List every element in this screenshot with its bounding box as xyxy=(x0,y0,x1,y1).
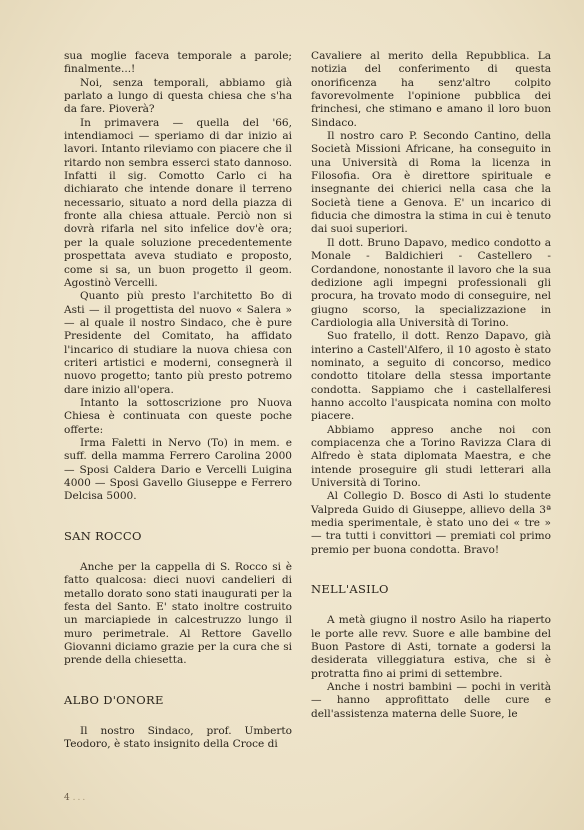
section-heading-albo-donore: ALBO D'ONORE xyxy=(64,692,164,707)
paragraph: A metà giugno il nostro Asilo ha riaperto le porte alle revv. Suore e alle bambine del Buon Pastore di Asti, tornate a godersi la desiderata villeggiatura estiva, che si è protratta fino ai primi di settembre. xyxy=(311,614,551,680)
paragraph: Il nostro caro P. Secondo Cantino, della Società Missioni Africane, ha conseguito in una Università di Roma la licenza in Filosofia. Ora è direttore spirituale e insegnante dei chierici nella casa che la Società tiene a Genova. E' un incarico di fiducia che dimostra la stima in cui è tenuto dai suoi superiori. xyxy=(311,130,551,236)
donation-list: Irma Faletti in Nervo (To) in mem. e suff. della mamma Ferrero Carolina 2000 — Sposi Caldera Dario e Vercelli Luigina 4000 — Sposi Gavello Giuseppe e Ferrero Delcisa 5000. xyxy=(64,436,292,503)
spacer xyxy=(311,596,551,614)
paragraph: Abbiamo appreso anche noi con compiacenza che a Torino Ravizza Clara di Alfredo è stata diplomata Maestra, e che intende proseguire gli studi letterari alla Università di Torino. xyxy=(311,423,551,489)
paragraph: Quanto più presto l'architetto Bo di Asti — il progettista del nuovo « Salera » — al quale il nostro Sindaco, che è pure Presidente del Comitato, ha affidato l'incarico di studiare la nuova chiesa con criteri artistici e moderni, consegnerà il nuovo progetto; tanto più presto potremo dare inizio all'opera. xyxy=(64,290,292,396)
section-heading-nell-asilo: NELL'ASILO xyxy=(311,582,389,597)
paragraph: Intanto la sottoscrizione pro Nuova Chiesa è continuata con queste poche offerte: xyxy=(64,396,292,436)
paragraph: Noi, senza temporali, abbiamo già parlato a lungo di questa chiesa che s'ha da fare. Pioverà? xyxy=(64,76,292,116)
paragraph: Suo fratello, il dott. Renzo Dapavo, già interino a Castell'Alfero, il 10 agosto è stato nominato, a seguito di concorso, medico condotto titolare della stessa importante condotta. Sappiamo che i castellalferesi hanno accolto l'auspicata nomina con molto piacere. xyxy=(311,330,551,423)
spacer xyxy=(64,504,292,530)
left-column xyxy=(64,50,292,752)
spacer xyxy=(311,557,551,583)
page-number-dots: ... xyxy=(72,793,88,803)
paragraph: Anche per la cappella di S. Rocco si è fatto qualcosa: dieci nuovi candelieri di metallo dorato sono stati inaugurati per la festa del Santo. E' stato inoltre costruito un marciapiede in calcestruzzo lungo il muro perimetrale. Al Rettore Gavello Giovanni diciamo grazie per la cura che si prende della chiesetta. xyxy=(64,561,292,667)
paragraph: sua moglie faceva temporale a parole; finalmente...! xyxy=(64,50,292,76)
page-number-value: 4 xyxy=(64,793,70,803)
paragraph: Il dott. Bruno Dapavo, medico condotto a Monale - Baldichieri - Castellero - Cordandone, nonostante il lavoro che la sua dedizione agli impegni professionali gli procura, ha trovato modo di conseguire, nel giugno scorso, la specializzazione in Cardiologia alla Università di Torino. xyxy=(311,236,551,329)
paragraph: In primavera — quella del '66, intendiamoci — speriamo di dar inizio ai lavori. Intanto rileviamo con piacere che il ritardo non sembra esserci stato dannoso. Infatti il sig. Comotto Carlo ci ha dichiarato che intende donare il terreno necessario, situato a nord della piazza di fronte alla chiesa attuale. Perciò non si dovrà rifarla nel sito infelice dov'è ora; per la quale soluzione precedentemente prospettata aveva studiato e proposto, come si sa, un buon progetto il geom. Agostinò Vercelli. xyxy=(64,116,292,289)
spacer xyxy=(64,668,292,694)
paragraph: Anche i nostri bambini — pochi in verità — hanno approfittato delle cure e dell'assistenza materna delle Suore, le xyxy=(311,681,551,720)
spacer xyxy=(64,543,292,561)
paragraph: Al Collegio D. Bosco di Asti lo studente Valpreda Guido di Giuseppe, allievo della 3ª media sperimentale, è stato uno dei « tre » — tra tutti i convittori — premiati col primo premio per buona condotta. Bravo! xyxy=(311,490,551,556)
right-column xyxy=(311,50,551,721)
page-number xyxy=(64,793,87,803)
section-heading-san-rocco: SAN ROCCO xyxy=(64,528,142,543)
spacer xyxy=(64,707,292,725)
paragraph: Cavaliere al merito della Repubblica. La notizia del conferimento di questa onorificenza ha senz'altro colpito favorevolmente l'opinione pubblica dei frinchesi, che stimano e amano il loro buon Sindaco. xyxy=(311,50,551,129)
paragraph: Il nostro Sindaco, prof. Umberto Teodoro, è stato insignito della Croce di xyxy=(64,725,292,751)
